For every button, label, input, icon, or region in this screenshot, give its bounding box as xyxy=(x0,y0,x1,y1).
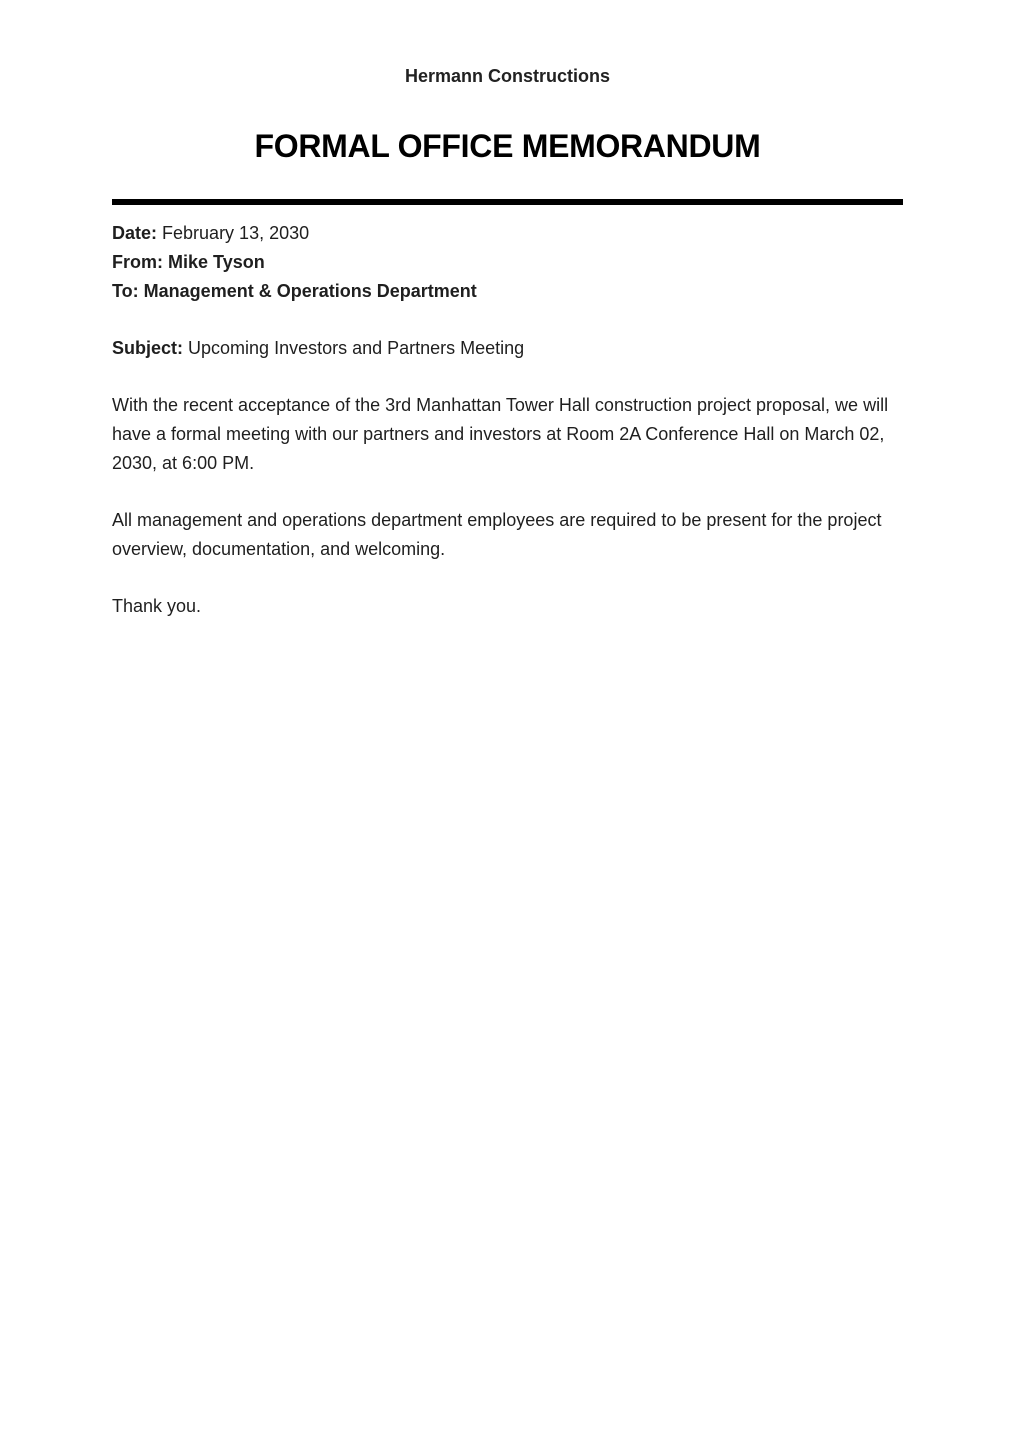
paragraph-meeting-details: With the recent acceptance of the 3rd Manhattan Tower Hall construction project proposal, we will have a formal meeting with our partners and investors at Room 2A Conference Hall on March 02, 2030, at 6:00 PM. xyxy=(112,395,889,473)
paragraph-attendance: All management and operations department employees are required to be present for the project overview, documentation, and welcoming. xyxy=(112,510,882,559)
spacer xyxy=(112,478,903,506)
spacer xyxy=(112,363,903,391)
to-value: Management & Operations Department xyxy=(143,281,477,301)
memo-body xyxy=(112,219,903,621)
memo-title: FORMAL OFFICE MEMORANDUM xyxy=(254,128,761,164)
to-label: To: xyxy=(112,281,139,301)
spacer xyxy=(112,306,903,334)
date-label: Date: xyxy=(112,223,158,243)
from-value: Mike Tyson xyxy=(168,252,265,272)
company-name: Hermann Constructions xyxy=(404,66,611,86)
subject-label: Subject: xyxy=(112,338,184,358)
from-line xyxy=(112,248,903,277)
header-divider xyxy=(112,199,903,205)
to-line xyxy=(112,277,903,306)
spacer xyxy=(112,564,903,592)
from-label: From: xyxy=(112,252,163,272)
date-value: February 13, 2030 xyxy=(162,223,310,243)
closing-text: Thank you. xyxy=(112,596,202,616)
subject-value: Upcoming Investors and Partners Meeting xyxy=(188,338,525,358)
subject-line xyxy=(112,334,903,363)
date-line xyxy=(112,219,903,248)
